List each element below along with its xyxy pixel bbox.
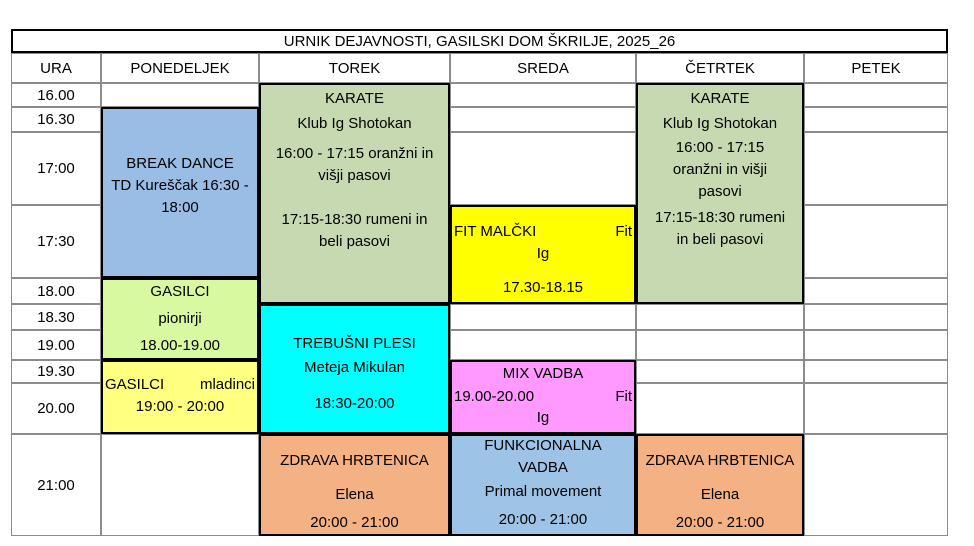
empty-cell <box>804 434 948 536</box>
time-label: 17:30 <box>11 205 101 278</box>
block-gasilci-mladinci: GASILCI mladinci 19:00 - 20:00 <box>101 360 259 434</box>
empty-cell <box>636 383 804 434</box>
empty-cell <box>804 205 948 278</box>
empty-cell <box>804 83 948 107</box>
empty-cell <box>450 330 636 360</box>
page-title: URNIK DEJAVNOSTI, GASILSKI DOM ŠKRILJE, 2025_26 <box>11 29 948 53</box>
empty-cell <box>101 434 259 536</box>
empty-cell <box>804 360 948 383</box>
block-funkcionalna-vadba: FUNKCIONALNA VADBA Primal movement 20:00 - 21:00 <box>450 434 636 536</box>
empty-cell <box>804 107 948 132</box>
empty-cell <box>450 83 636 107</box>
header-ura: URA <box>11 53 101 83</box>
header-sreda: SREDA <box>450 53 636 83</box>
schedule-sheet <box>11 29 948 536</box>
empty-cell <box>804 278 948 304</box>
empty-cell <box>450 304 636 330</box>
header-petek: PETEK <box>804 53 948 83</box>
empty-cell <box>804 132 948 205</box>
empty-cell <box>804 330 948 360</box>
empty-cell <box>450 132 636 205</box>
block-break-dance: BREAK DANCE TD Kureščak 16:30 - 18:00 <box>101 107 259 278</box>
empty-cell <box>450 107 636 132</box>
block-fit-malcki: FIT MALČKI Fit Ig 17.30-18.15 <box>450 205 636 304</box>
time-label: 18.30 <box>11 304 101 330</box>
empty-cell <box>636 304 804 330</box>
empty-cell <box>101 83 259 107</box>
time-label: 19.30 <box>11 360 101 383</box>
block-karate-torek: KARATE Klub Ig Shotokan 16:00 - 17:15 oranžni in višji pasovi 17:15-18:30 rumeni in beli pasovi <box>259 83 450 304</box>
block-karate-cetrtek: KARATE Klub Ig Shotokan 16:00 - 17:15 oranžni in višji pasovi 17:15-18:30 rumeni in beli pasovi <box>636 83 804 304</box>
empty-cell <box>804 383 948 434</box>
time-label: 19.00 <box>11 330 101 360</box>
block-trebusni-plesi: TREBUŠNI PLESI Meteja Mikulan 18:30-20:00 <box>259 304 450 434</box>
block-mix-vadba: MIX VADBA 19.00-20.00 Fit Ig <box>450 360 636 434</box>
time-label: 20.00 <box>11 383 101 434</box>
time-label: 16.00 <box>11 83 101 107</box>
time-label: 18.00 <box>11 278 101 304</box>
empty-cell <box>636 330 804 360</box>
empty-cell <box>636 360 804 383</box>
header-torek: TOREK <box>259 53 450 83</box>
time-label: 17:00 <box>11 132 101 205</box>
header-ponedeljek: PONEDELJEK <box>101 53 259 83</box>
time-label: 16.30 <box>11 107 101 132</box>
block-zdrava-hrbtenica-torek: ZDRAVA HRBTENICA Elena 20:00 - 21:00 <box>259 434 450 536</box>
block-gasilci-pionirji: GASILCI pionirji 18.00-19.00 <box>101 278 259 360</box>
empty-cell <box>804 304 948 330</box>
time-label: 21:00 <box>11 434 101 536</box>
header-cetrtek: ČETRTEK <box>636 53 804 83</box>
block-zdrava-hrbtenica-cetrtek: ZDRAVA HRBTENICA Elena 20:00 - 21:00 <box>636 434 804 536</box>
